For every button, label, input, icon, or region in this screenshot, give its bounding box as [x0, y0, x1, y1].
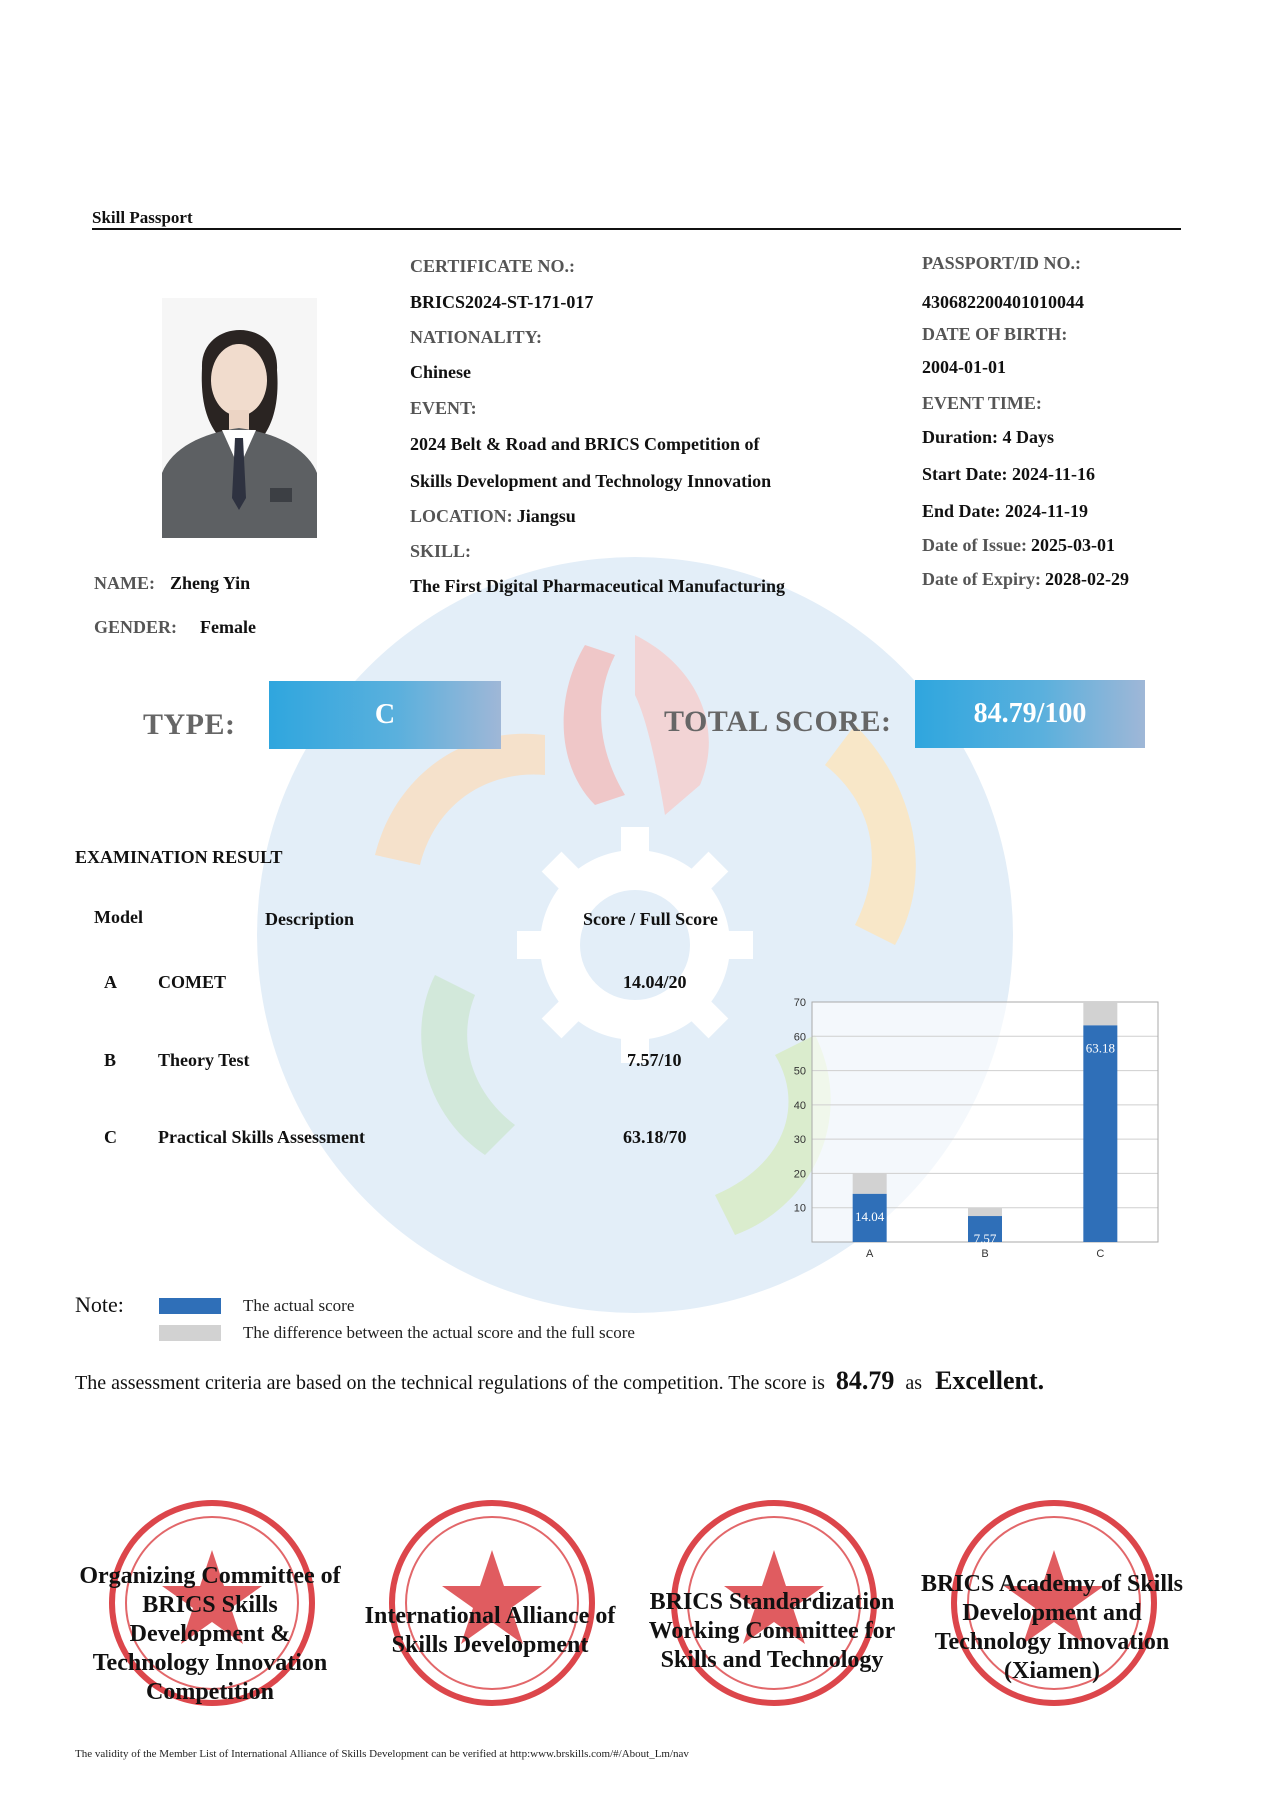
stamp-label: BRICS Academy of Skills Development and Technology Innovation (Xiamen) — [920, 1571, 1184, 1684]
legend-swatch-actual — [159, 1298, 221, 1314]
bar-data-label: 7.57 — [973, 1231, 997, 1247]
issue-date-label: Date of Issue: — [922, 535, 1027, 555]
row-c-description: Practical Skills Assessment — [158, 1127, 365, 1147]
x-tick-label: C — [1096, 1248, 1105, 1260]
event-label: EVENT: — [410, 398, 477, 418]
stamp-label: BRICS Standardization Working Committee for Skills and Technology — [648, 1589, 896, 1673]
stamp-brics-academy — [917, 1490, 1187, 1710]
y-tick-label: 40 — [793, 1099, 806, 1112]
type-value-box: C — [269, 681, 501, 749]
gender-label: GENDER: — [94, 617, 178, 637]
col-model-header: Model — [94, 907, 143, 927]
event-time-label: EVENT TIME: — [922, 393, 1042, 413]
dob-value: 2004-01-01 — [922, 357, 1006, 377]
expiry-date-row — [922, 569, 1129, 590]
row-a-score: 14.04/20 — [623, 972, 687, 992]
page-title: Skill Passport — [92, 208, 193, 227]
y-tick-label: 70 — [793, 997, 806, 1009]
assessment-grade: Excellent. — [935, 1366, 1045, 1395]
total-score-box: 84.79/100 — [915, 680, 1145, 748]
dob-label: DATE OF BIRTH: — [922, 324, 1068, 344]
bar-data-label: 63.18 — [1085, 1040, 1115, 1056]
col-score-header: Score / Full Score — [583, 909, 718, 929]
row-c-score: 63.18/70 — [623, 1127, 687, 1147]
bar-difference — [1083, 1002, 1117, 1025]
bar-difference — [968, 1208, 1002, 1216]
name-label: NAME: — [94, 573, 155, 593]
passport-label: PASSPORT/ID NO.: — [922, 253, 1082, 273]
stamp-standardization-committee — [637, 1490, 907, 1710]
col-description-header: Description — [265, 909, 354, 929]
stamp-label: Organizing Committee of BRICS Skills Development & Technology Innovation Competition — [79, 1563, 341, 1705]
location-label: LOCATION: — [410, 506, 513, 526]
row-b-model: B — [104, 1050, 117, 1070]
end-date-value: End Date: 2024-11-19 — [922, 501, 1088, 521]
row-a-description: COMET — [158, 972, 227, 992]
skill-label: SKILL: — [410, 541, 472, 561]
assessment-sentence: The assessment criteria are based on the technical regulations of the competition. The score is — [75, 1372, 825, 1394]
stamps-row — [75, 1490, 1185, 1710]
stamp-international-alliance — [355, 1490, 625, 1710]
row-c-model: C — [104, 1127, 117, 1147]
row-a-model: A — [104, 972, 117, 992]
issue-date-value: 2025-03-01 — [1031, 535, 1115, 555]
passport-value: 430682200401010044 — [922, 292, 1084, 312]
expiry-date-value: 2028-02-29 — [1044, 569, 1129, 589]
location-row — [410, 506, 576, 527]
bar-difference — [853, 1173, 887, 1193]
assessment-score: 84.79 — [835, 1366, 895, 1395]
exam-result-title: EXAMINATION RESULT — [75, 847, 283, 867]
issue-date-row — [922, 535, 1115, 556]
y-tick-label: 50 — [793, 1065, 806, 1078]
stamp-organizing-committee — [75, 1490, 345, 1710]
y-tick-label: 30 — [793, 1134, 806, 1147]
header-divider — [92, 228, 1181, 230]
assessment-as: as — [905, 1372, 923, 1394]
x-tick-label: A — [865, 1248, 874, 1260]
row-b-score: 7.57/10 — [627, 1050, 682, 1070]
legend-swatch-difference — [159, 1325, 221, 1341]
gender-value: Female — [200, 617, 256, 637]
legend-difference-label: The difference between the actual score and the full score — [243, 1323, 635, 1342]
skill-value: The First Digital Pharmaceutical Manufacturing — [410, 576, 785, 596]
note-label: Note: — [75, 1292, 124, 1317]
certificate-no-label: CERTIFICATE NO.: — [410, 256, 576, 276]
bar-actual — [1083, 1025, 1117, 1242]
certificate-no-value: BRICS2024-ST-171-017 — [410, 292, 594, 312]
nationality-label: NATIONALITY: — [410, 327, 543, 347]
nationality-value: Chinese — [410, 362, 472, 382]
portrait-photo — [162, 298, 317, 538]
row-b-description: Theory Test — [158, 1050, 250, 1070]
stamp-label: International Alliance of Skills Development — [364, 1603, 616, 1658]
y-tick-label: 20 — [793, 1168, 806, 1181]
score-bar-chart — [770, 992, 1170, 1262]
total-score-label: TOTAL SCORE: — [664, 705, 892, 738]
footer-note: The validity of the Member List of International Alliance of Skills Development can be verified at http:www.brskills.com/#/About_Lm/nav — [75, 1748, 689, 1760]
y-tick-label: 60 — [793, 1031, 806, 1044]
duration-value: Duration: 4 Days — [922, 427, 1055, 447]
name-value: Zheng Yin — [170, 573, 251, 593]
start-date-value: Start Date: 2024-11-16 — [922, 464, 1095, 484]
x-tick-label: B — [981, 1248, 989, 1260]
location-value: Jiangsu — [516, 506, 576, 526]
event-value-line1: 2024 Belt & Road and BRICS Competition of — [410, 434, 760, 454]
legend-actual-label: The actual score — [243, 1296, 355, 1315]
type-label: TYPE: — [143, 708, 236, 741]
bar-data-label: 14.04 — [855, 1208, 885, 1224]
assessment-sentence-row — [75, 1366, 1044, 1396]
y-tick-label: 10 — [793, 1202, 806, 1215]
event-value-line2: Skills Development and Technology Innovation — [410, 471, 772, 491]
expiry-date-label: Date of Expiry: — [922, 569, 1041, 589]
